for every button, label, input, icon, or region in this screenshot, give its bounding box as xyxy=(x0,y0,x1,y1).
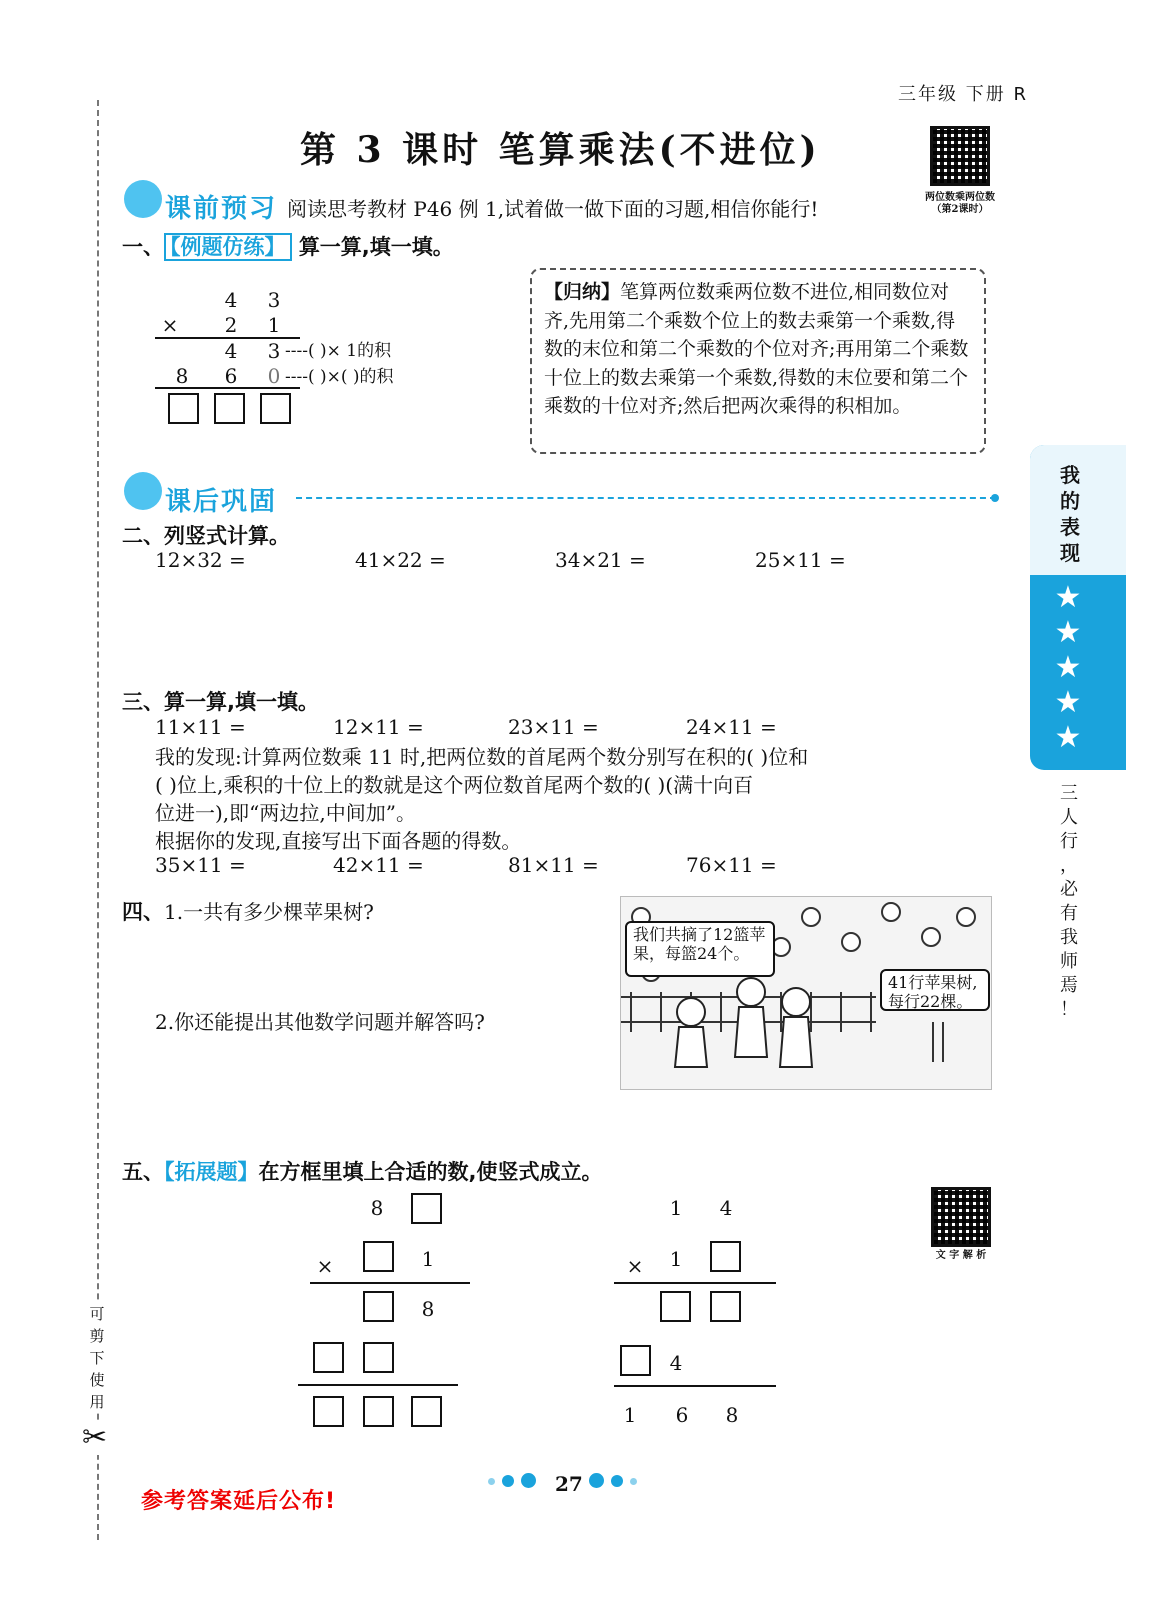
page-dot xyxy=(521,1473,536,1488)
answer-box[interactable] xyxy=(214,393,245,424)
page-dot xyxy=(589,1473,604,1488)
q2-heading: 二、列竖式计算。 xyxy=(122,524,290,548)
answer-box[interactable] xyxy=(260,393,291,424)
q1-note-2: ----( )×( )的积 xyxy=(285,367,394,387)
star-icon[interactable]: ★ xyxy=(1054,580,1082,615)
answer-box[interactable] xyxy=(313,1342,344,1373)
q1-multiply-sign: × xyxy=(161,313,179,337)
q5-rule xyxy=(614,1282,776,1284)
answer-box[interactable] xyxy=(363,1396,394,1427)
q1-digit: 4 xyxy=(224,339,238,363)
cut-hint: 可 剪 下 使 用 xyxy=(87,1303,107,1413)
star-icon[interactable]: ★ xyxy=(1054,615,1082,650)
q3-item: 12×11 = xyxy=(333,715,424,739)
q1-digit: 2 xyxy=(224,313,238,337)
answer-box[interactable] xyxy=(411,1396,442,1427)
grade-label: 三年级 下册 R xyxy=(898,84,1028,105)
answer-box[interactable] xyxy=(710,1291,741,1322)
star-icon[interactable]: ★ xyxy=(1054,685,1082,720)
page-dot xyxy=(502,1475,514,1487)
q3-item: 42×11 = xyxy=(333,853,424,877)
apple-orchard-illustration xyxy=(620,896,992,1090)
q5-rule xyxy=(310,1282,470,1284)
q1-digit: 1 xyxy=(267,313,281,337)
speech-bubble: 我们共摘了12篮苹果，每篮24个。 xyxy=(625,921,775,977)
preview-title: 课前预习 xyxy=(165,194,278,224)
q1-digit: 3 xyxy=(267,339,281,363)
q3-item: 35×11 = xyxy=(155,853,246,877)
sign-board: 41行苹果树,每行22棵。 xyxy=(880,969,990,1011)
answer-box[interactable] xyxy=(363,1241,394,1272)
q3-finding: 位进一),即“两边拉,中间加”。 xyxy=(155,801,416,825)
q5-digit: 8 xyxy=(370,1196,384,1220)
q5-digit: 8 xyxy=(725,1403,739,1427)
qr-code-icon[interactable] xyxy=(931,1187,991,1247)
q1-digit: 0 xyxy=(267,364,281,388)
page-title: 第 3 课时 笔算乘法(不进位) xyxy=(300,129,821,171)
page-dot xyxy=(630,1478,637,1485)
q5-multiply-sign: × xyxy=(316,1254,334,1278)
qr-code-icon[interactable] xyxy=(930,126,990,186)
qr-caption: 文 字 解 析 xyxy=(935,1250,987,1261)
q5-digit: 8 xyxy=(421,1297,435,1321)
q2-item: 25×11 = xyxy=(755,548,846,572)
q3-instruction: 根据你的发现,直接写出下面各题的得数。 xyxy=(155,829,522,853)
star-icon[interactable]: ★ xyxy=(1054,720,1082,755)
answer-box[interactable] xyxy=(620,1345,651,1376)
q2-item: 34×21 = xyxy=(555,548,646,572)
answer-box[interactable] xyxy=(363,1342,394,1373)
answer-box[interactable] xyxy=(411,1193,442,1224)
star-icon[interactable]: ★ xyxy=(1054,650,1082,685)
q5-digit: 6 xyxy=(675,1403,689,1427)
mascot-icon xyxy=(124,180,162,218)
preview-intro: 阅读思考教材 P46 例 1,试着做一做下面的习题,相信你能行! xyxy=(287,197,819,221)
q1-digit: 8 xyxy=(175,364,189,388)
answer-box[interactable] xyxy=(168,393,199,424)
q1-note-1: ----( )× 1的积 xyxy=(285,341,392,361)
answer-box[interactable] xyxy=(313,1396,344,1427)
q1-heading: 一、 【例题仿练】 算一算,填一填。 xyxy=(122,235,454,259)
performance-label: 我 的 表 现 xyxy=(1060,463,1080,565)
page-dot xyxy=(488,1478,495,1485)
q5-rule xyxy=(298,1384,458,1386)
q3-item: 24×11 = xyxy=(686,715,777,739)
q5-rule xyxy=(614,1385,776,1387)
q3-item: 81×11 = xyxy=(508,853,599,877)
q5-digit: 1 xyxy=(623,1403,637,1427)
q5-digit: 1 xyxy=(669,1247,683,1271)
answer-note: 参考答案延后公布! xyxy=(141,1489,337,1514)
q3-item: 23×11 = xyxy=(508,715,599,739)
q1-rule xyxy=(155,387,300,389)
q5-multiply-sign: × xyxy=(626,1254,644,1278)
q5-digit: 1 xyxy=(669,1196,683,1220)
answer-box[interactable] xyxy=(660,1291,691,1322)
scissors-icon: ✂ xyxy=(82,1420,108,1455)
q1-digit: 3 xyxy=(267,288,281,312)
motto: 三 人 行 ， 必 有 我 师 焉 ！ xyxy=(1060,783,1078,1020)
review-title: 课后巩固 xyxy=(165,487,278,517)
summary-box: 【归纳】笔算两位数乘两位数不进位,相同数位对齐,先用第二个乘数个位上的数去乘第一个乘数,得数的末位和第二个乘数的个位对齐;再用第二个乘数十位上的数去乘第一个乘数,得数的末位要和第二个乘数的十位对齐;然后把两次乘得的积相加。 xyxy=(530,268,986,454)
q5-digit: 1 xyxy=(421,1247,435,1271)
q3-item: 11×11 = xyxy=(155,715,246,739)
q1-digit: 4 xyxy=(224,288,238,312)
qr-caption: 两位数乘两位数 （第2课时） xyxy=(925,192,995,215)
page-dot xyxy=(611,1475,623,1487)
q2-item: 12×32 = xyxy=(155,548,246,572)
q3-finding: 我的发现:计算两位数乘 11 时,把两位数的首尾两个数分别写在积的( )位和 xyxy=(155,745,809,769)
q5-digit: 4 xyxy=(669,1351,683,1375)
q1-digit: 6 xyxy=(224,364,238,388)
divider-dot xyxy=(991,494,999,502)
q2-item: 41×22 = xyxy=(355,548,446,572)
page-number: 27 xyxy=(555,1472,583,1496)
q3-heading: 三、算一算,填一填。 xyxy=(122,690,319,714)
q3-item: 76×11 = xyxy=(686,853,777,877)
q5-heading: 五、【拓展题】在方框里填上合适的数,使竖式成立。 xyxy=(122,1160,603,1184)
q5-digit: 4 xyxy=(719,1196,733,1220)
answer-box[interactable] xyxy=(363,1291,394,1322)
q4-question-2: 2.你还能提出其他数学问题并解答吗? xyxy=(155,1010,485,1034)
section-divider xyxy=(296,497,996,499)
q4-heading: 四、1.一共有多少棵苹果树? xyxy=(122,900,374,924)
q3-finding: ( )位上,乘积的十位上的数就是这个两位数首尾两个数的( )(满十向百 xyxy=(155,773,754,797)
mascot-icon xyxy=(124,472,162,510)
answer-box[interactable] xyxy=(710,1241,741,1272)
